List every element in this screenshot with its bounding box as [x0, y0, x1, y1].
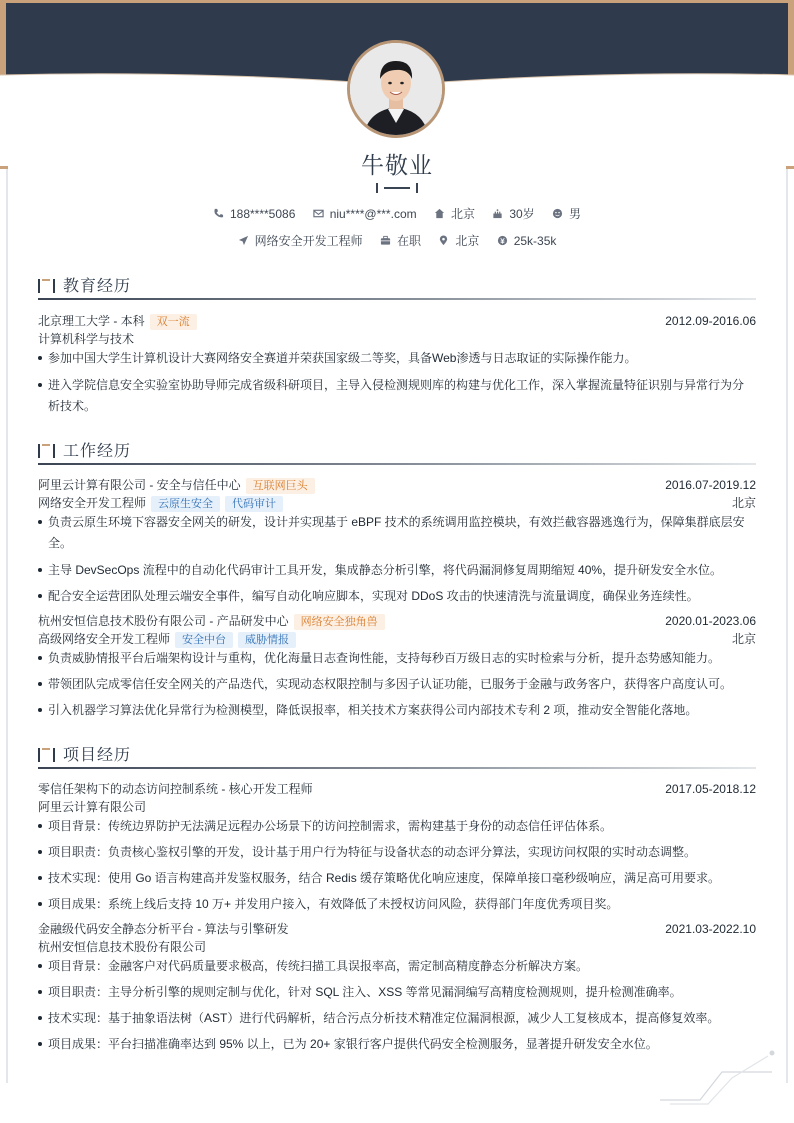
email-item	[313, 207, 417, 221]
project-date: 2017.05-2018.12	[665, 782, 756, 796]
section-projects	[38, 742, 756, 770]
contact-info	[0, 205, 794, 222]
section-divider	[38, 463, 756, 465]
work-date: 2016.07-2019.12	[665, 478, 756, 492]
project-title: 零信任架构下的动态访问控制系统 - 核心开发工程师	[38, 782, 313, 796]
project-company-row	[38, 938, 756, 956]
briefcase-icon	[380, 235, 391, 246]
avatar-photo-icon	[350, 43, 442, 135]
user-icon	[552, 208, 563, 219]
target-city-item	[438, 232, 479, 249]
job-title-item	[238, 232, 363, 249]
position: 高级网络安全开发工程师	[38, 632, 171, 646]
skill-tag: 代码审计	[225, 496, 283, 512]
work-city: 北京	[731, 496, 756, 510]
section-work	[38, 438, 756, 466]
major: 计算机科学与技术	[38, 332, 135, 346]
job-title-text: 网络安全开发工程师	[254, 234, 363, 248]
job-intention	[0, 232, 794, 249]
project-bullet: 项目成果：平台扫描准确率达到 95% 以上，已为 20+ 家银行客户提供代码安全检测服务，显著提升研发安全水位。	[38, 1034, 750, 1055]
project-bullet: 项目职责：主导分析引擎的规则定制与优化，针对 SQL 注入、XSS 等常见漏洞编写高精度检测规则，提升检测准确率。	[38, 982, 750, 1003]
salary-item	[497, 234, 557, 248]
gender-text: 男	[569, 207, 582, 221]
target-city-text: 北京	[455, 234, 480, 248]
salary-text: 25k-35k	[513, 233, 557, 248]
home-icon	[434, 208, 445, 219]
section-divider	[38, 767, 756, 769]
project-company: 杭州安恒信息技术股份有限公司	[38, 940, 207, 954]
email-text: niu****@***.com	[329, 206, 417, 221]
work-city: 北京	[731, 632, 756, 646]
city-text: 北京	[450, 207, 475, 221]
education-date: 2012.09-2016.06	[665, 314, 756, 328]
age-text: 30岁	[509, 207, 535, 221]
section-title: 教育经历	[63, 278, 132, 295]
phone-text: 188****5086	[229, 206, 296, 221]
project-bullet: 技术实现：使用 Go 语言构建高并发鉴权服务，结合 Redis 缓存策略优化响应速度，保障单接口毫秒级响应，满足高可用要求。	[38, 868, 750, 889]
left-border	[6, 169, 8, 1083]
age-item	[492, 205, 534, 222]
work-date: 2020.01-2023.06	[665, 614, 756, 628]
project-header	[38, 920, 756, 938]
project-bullet: 技术实现：基于抽象语法树（AST）进行代码解析，结合污点分析技术精准定位漏洞根源，减少人工复核成本，提高修复效率。	[38, 1008, 750, 1029]
skill-tag: 安全中台	[175, 632, 233, 648]
send-icon	[238, 235, 249, 246]
work-bullet: 主导 DevSecOps 流程中的自动化代码审计工具开发，集成静态分析引擎，将代码漏洞修复周期缩短 40%，提升研发安全水位。	[38, 560, 750, 581]
education-bullet: 参加中国大学生计算机设计大赛网络安全赛道并荣获国家级二等奖，具备Web渗透与日志取证的实际操作能力。	[38, 348, 750, 369]
candidate-name: 牛敬业	[361, 152, 433, 178]
status-text: 在职	[396, 234, 421, 248]
work-header	[38, 476, 756, 494]
skill-tag: 威胁情报	[238, 632, 296, 648]
status-item	[380, 232, 421, 249]
right-border	[786, 169, 788, 1083]
work-position-row	[38, 494, 756, 512]
section-divider	[38, 298, 756, 300]
work-position-row	[38, 630, 756, 648]
company-name: 阿里云计算有限公司 - 安全与信任中心	[38, 478, 241, 492]
section-title: 工作经历	[63, 443, 132, 460]
phone-item	[213, 207, 295, 221]
section-title: 项目经历	[63, 747, 132, 764]
section-marker-icon	[38, 277, 56, 293]
education-major-row	[38, 330, 756, 348]
section-marker-icon	[38, 746, 56, 762]
project-bullet: 项目成果：系统上线后支持 10 万+ 并发用户接入，有效降低了未授权访问风险，获得部门年度优秀项目奖。	[38, 894, 750, 915]
work-header	[38, 612, 756, 630]
avatar	[347, 40, 445, 138]
school-name: 北京理工大学 - 本科	[38, 314, 145, 328]
email-icon	[313, 208, 324, 219]
education-bullet: 进入学院信息安全实验室协助导师完成省级科研项目，主导入侵检测规则库的构建与优化工作，深入掌握流量特征识别与异常行为分析技术。	[38, 375, 750, 417]
work-bullet: 带领团队完成零信任安全网关的产品迭代，实现动态权限控制与多因子认证功能，已服务于金融与政务客户，获得客户高度认可。	[38, 674, 750, 695]
project-bullet: 项目背景：金融客户对代码质量要求极高，传统扫描工具误报率高，需定制高精度静态分析解决方案。	[38, 956, 750, 977]
position: 网络安全开发工程师	[38, 496, 147, 510]
project-company-row	[38, 798, 756, 816]
location-pin-icon	[438, 235, 449, 246]
project-header	[38, 780, 756, 798]
cake-icon	[492, 208, 503, 219]
gender-item	[552, 205, 581, 222]
corner-decoration-icon	[660, 1048, 780, 1106]
city-item	[434, 205, 475, 222]
company-tag: 网络安全独角兽	[294, 614, 385, 630]
school-tag: 双一流	[150, 314, 197, 330]
section-marker-icon	[38, 442, 56, 458]
work-bullet: 负责云原生环境下容器安全网关的研发，设计并实现基于 eBPF 技术的系统调用监控模块，有效拦截容器逃逸行为，保障集群底层安全。	[38, 512, 750, 554]
work-bullet: 配合安全运营团队处理云端安全事件，编写自动化响应脚本，实现对 DDoS 攻击的快速清洗与流量调度，确保业务连续性。	[38, 586, 750, 607]
work-bullet: 引入机器学习算法优化异常行为检测模型，降低误报率，相关技术方案获得公司内部技术专利 2 项，推动安全智能化落地。	[38, 700, 750, 721]
education-header	[38, 312, 756, 330]
work-bullet: 负责威胁情报平台后端架构设计与重构，优化海量日志查询性能，支持每秒百万级日志的实时检索与分析，提升态势感知能力。	[38, 648, 750, 669]
project-bullet: 项目背景：传统边界防护无法满足远程办公场景下的访问控制需求，需构建基于身份的动态信任评估体系。	[38, 816, 750, 837]
company-tag: 互联网巨头	[246, 478, 315, 494]
phone-icon	[213, 208, 224, 219]
section-education	[38, 273, 756, 301]
project-company: 阿里云计算有限公司	[38, 800, 147, 814]
money-icon	[497, 235, 508, 246]
project-date: 2021.03-2022.10	[665, 922, 756, 936]
project-bullet: 项目职责：负责核心鉴权引擎的开发，设计基于用户行为特征与设备状态的动态评分算法，实现访问权限的实时动态调整。	[38, 842, 750, 863]
skill-tag: 云原生安全	[151, 496, 220, 512]
name-divider-icon	[376, 183, 418, 193]
company-name: 杭州安恒信息技术股份有限公司 - 产品研发中心	[38, 614, 289, 628]
project-title: 金融级代码安全静态分析平台 - 算法与引擎研发	[38, 922, 289, 936]
